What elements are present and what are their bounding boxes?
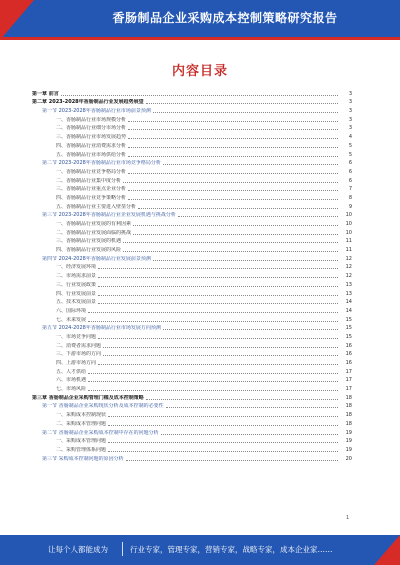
- toc-entry-label: 七、未来发展: [56, 316, 87, 323]
- toc-dot-leader: [128, 156, 338, 157]
- toc-entry-page: 11: [345, 238, 352, 245]
- toc-dot-leader: [88, 390, 338, 391]
- toc-dot-leader: [98, 338, 338, 339]
- toc-entry[interactable]: [32, 88, 352, 97]
- toc-entry-label: 二、香肠制品行业细分市场分析: [56, 125, 127, 132]
- toc-entry-label: 第二节 2023-2028年香肠制品行业市场竞争格局分析: [42, 160, 161, 167]
- toc-entry[interactable]: [32, 105, 352, 114]
- toc-entry[interactable]: [32, 210, 352, 219]
- toc-entry[interactable]: [32, 366, 352, 375]
- toc-entry-label: 二、采购成本管理问题: [56, 420, 107, 427]
- toc-entry-label: 四、上游市场方向: [56, 360, 97, 366]
- toc-dot-leader: [123, 182, 338, 183]
- toc-entry[interactable]: [32, 140, 352, 149]
- toc-entry-page: 15: [345, 325, 352, 332]
- toc-dot-leader: [98, 268, 338, 269]
- toc-entry-page: 18: [345, 403, 352, 410]
- toc-dot-leader: [146, 103, 338, 104]
- toc-entry-page: 18: [345, 394, 352, 401]
- toc-entry[interactable]: [32, 270, 352, 279]
- toc-entry-page: 3: [348, 99, 352, 106]
- toc-entry-label: 一、香肠制品行业市场规模分析: [56, 116, 127, 123]
- header-red-accent: [0, 0, 34, 40]
- toc-entry-label: 四、香肠制品行业竞争策略分析: [56, 194, 127, 201]
- toc-entry-page: 18: [345, 420, 352, 427]
- toc-dot-leader: [153, 260, 338, 261]
- footer-slogan-right: 行业专家，管理专家，营销专家，战略专家，成本企业家……: [130, 545, 333, 554]
- toc-entry[interactable]: [32, 383, 352, 392]
- toc-entry-label: 四、香肠制品行业发展的风险: [56, 247, 122, 254]
- toc-entry[interactable]: [32, 305, 352, 314]
- toc-entry-page: 16: [345, 351, 352, 358]
- toc-entry-page: 10: [345, 212, 352, 219]
- toc-entry-label: 二、采购管理体系问题: [56, 446, 107, 453]
- toc-entry[interactable]: [32, 201, 352, 210]
- toc-entry[interactable]: [32, 331, 352, 340]
- toc-entry[interactable]: [32, 97, 352, 106]
- toc-entry[interactable]: [32, 297, 352, 306]
- toc-entry-page: 17: [345, 377, 352, 384]
- toc-entry-page: 19: [345, 446, 352, 453]
- toc-dot-leader: [61, 95, 338, 96]
- toc-entry[interactable]: [32, 392, 352, 401]
- toc-entry-page: 3: [348, 116, 352, 123]
- toc-entry[interactable]: [32, 401, 352, 410]
- toc-entry-label: 二、香肠制品行业集中度分析: [56, 177, 122, 184]
- toc-entry[interactable]: [32, 244, 352, 253]
- toc-entry-page: 3: [348, 90, 352, 97]
- toc-dot-leader: [88, 381, 338, 382]
- toc-dot-leader: [138, 208, 338, 209]
- toc-entry[interactable]: [32, 427, 352, 436]
- toc-entry[interactable]: [32, 323, 352, 332]
- toc-entry[interactable]: [32, 375, 352, 384]
- footer-bar: [0, 535, 400, 565]
- toc-entry-label: 七、市场风险: [56, 386, 87, 393]
- toc-entry-label: 第一章 前言: [32, 90, 59, 97]
- toc-dot-leader: [133, 225, 338, 226]
- toc-dot-leader: [98, 277, 338, 278]
- toc-entry-page: 12: [345, 255, 352, 262]
- toc-entry-page: 19: [345, 438, 352, 445]
- toc-entry-label: 二、市场需求前景: [56, 273, 97, 280]
- toc-entry-page: 8: [348, 194, 352, 201]
- toc-entry-label: 第五节 2024-2028年香肠制品行业市场发展方向预测: [42, 325, 161, 332]
- toc-entry[interactable]: [32, 192, 352, 201]
- toc-dot-leader: [88, 312, 338, 313]
- toc-entry-page: 13: [345, 281, 352, 288]
- toc-entry-page: 18: [345, 412, 352, 419]
- toc-entry[interactable]: [32, 288, 352, 297]
- toc-dot-leader: [128, 199, 338, 200]
- toc-dot-leader: [98, 286, 338, 287]
- toc-entry[interactable]: [32, 436, 352, 445]
- toc-entry[interactable]: [32, 236, 352, 245]
- toc-entry-label: 第三章 香肠制品企业采购管理门槛及成本控制策略: [32, 394, 144, 401]
- toc-entry-page: 11: [345, 247, 352, 254]
- toc-dot-leader: [98, 295, 338, 296]
- toc-entry[interactable]: [32, 218, 352, 227]
- toc-entry-label: 一、采购成本控制现状: [56, 412, 107, 419]
- toc-entry[interactable]: [32, 262, 352, 271]
- toc-entry-label: 一、香肠制品行业竞争格局分析: [56, 168, 127, 175]
- report-title: 香肠制品企业采购成本控制策略研究报告: [112, 11, 338, 25]
- toc-entry-page: 5: [348, 151, 352, 158]
- toc-entry-label: 第三节 2023-2028年香肠制品行业企业发展机遇与挑战分析: [42, 212, 176, 219]
- toc-entry-page: 17: [345, 386, 352, 393]
- toc-entry-label: 三、下游市场的方向: [56, 351, 102, 358]
- toc-entry[interactable]: [32, 453, 352, 462]
- toc-dot-leader: [128, 190, 338, 191]
- toc-entry-page: 9: [348, 203, 352, 210]
- toc-dot-leader: [128, 121, 338, 122]
- header-bar: [0, 0, 400, 40]
- toc-dot-leader: [166, 407, 338, 408]
- toc-dot-leader: [88, 373, 338, 374]
- page-number: 1: [346, 515, 350, 521]
- toc-entry-page: 7: [348, 186, 352, 193]
- toc-entry-page: 13: [345, 290, 352, 297]
- toc-dot-leader: [123, 242, 338, 243]
- toc-entry[interactable]: [32, 114, 352, 123]
- toc-entry-label: 第三节 采购成本控制问题的原因分析: [42, 455, 124, 462]
- toc-dot-leader: [103, 355, 338, 356]
- toc-dot-leader: [98, 303, 338, 304]
- toc-entry-label: 三、香肠制品行业重点企业分析: [56, 186, 127, 193]
- toc-dot-leader: [128, 147, 338, 148]
- toc-entry-page: 15: [345, 333, 352, 340]
- footer-divider: [122, 542, 123, 556]
- toc-dot-leader: [88, 321, 338, 322]
- toc-heading: 内容目录: [171, 64, 228, 79]
- toc-entry-label: 一、香肠制品行业发展的有利因素: [56, 221, 132, 227]
- header-divider: [0, 37, 400, 40]
- toc-entry-label: 第二章 2023-2028年香肠制品行业发展趋势展望: [32, 99, 144, 106]
- toc-entry[interactable]: [32, 158, 352, 167]
- toc-entry-label: 一、经济发展环境: [56, 264, 97, 271]
- toc-dot-leader: [163, 329, 338, 330]
- toc-entry[interactable]: [32, 253, 352, 262]
- toc-entry-page: 10: [345, 221, 352, 227]
- toc-dot-leader: [126, 460, 338, 461]
- toc-dot-leader: [108, 442, 338, 443]
- toc-dot-leader: [153, 112, 338, 113]
- toc-entry-page: 6: [348, 160, 352, 167]
- toc-entry-page: 16: [345, 360, 352, 366]
- toc-entry-page: 6: [348, 177, 352, 184]
- toc-dot-leader: [108, 425, 338, 426]
- toc-entry[interactable]: [32, 184, 352, 193]
- toc-entry[interactable]: [32, 279, 352, 288]
- toc-entry-page: 3: [348, 108, 352, 115]
- toc-entry[interactable]: [32, 149, 352, 158]
- toc-entry-page: 3: [348, 125, 352, 132]
- toc-entry[interactable]: [32, 357, 352, 366]
- toc-entry[interactable]: [32, 314, 352, 323]
- toc-entry-page: 19: [345, 429, 352, 436]
- toc-entry-label: 六、市场机遇: [56, 377, 87, 384]
- toc-entry-page: 6: [348, 168, 352, 175]
- toc-entry-page: 12: [345, 264, 352, 271]
- toc-entry[interactable]: [32, 444, 352, 453]
- toc-dot-leader: [133, 234, 338, 235]
- toc-entry-label: 四、行业发展前景: [56, 290, 97, 297]
- toc-entry[interactable]: [32, 131, 352, 140]
- toc-entry-label: 三、香肠制品行业发展的机遇: [56, 238, 122, 245]
- toc-dot-leader: [128, 129, 338, 130]
- toc-dot-leader: [123, 251, 338, 252]
- toc-entry-label: 六、国际环境: [56, 307, 87, 314]
- toc-entry-page: 16: [345, 342, 352, 349]
- toc-entry-page: 15: [345, 316, 352, 323]
- toc-entry-page: 5: [348, 142, 352, 149]
- toc-entry-label: 二、香肠制品行业发展面临的挑战: [56, 229, 132, 236]
- toc-entry-page: 4: [348, 134, 352, 141]
- toc-entry-label: 一、市场竞争问题: [56, 333, 97, 340]
- toc-entry[interactable]: [32, 409, 352, 418]
- toc-dot-leader: [178, 216, 338, 217]
- table-of-contents: [32, 88, 352, 462]
- toc-entry-label: 第一节 2023-2028年香肠制品行业市场前景预测: [42, 108, 151, 115]
- toc-entry-page: 14: [345, 307, 352, 314]
- toc-entry-label: 第二节 香肠制品企业采购成本控制中存在的问题分析: [42, 429, 159, 436]
- footer-red-accent: [374, 535, 400, 565]
- toc-entry-label: 三、行业发展政策: [56, 281, 97, 288]
- toc-dot-leader: [128, 138, 338, 139]
- toc-entry-page: 20: [345, 455, 352, 462]
- toc-entry[interactable]: [32, 418, 352, 427]
- toc-entry-label: 四、香肠制品行业消费需求分析: [56, 142, 127, 149]
- toc-dot-leader: [108, 416, 338, 417]
- toc-dot-leader: [103, 347, 338, 348]
- toc-entry[interactable]: [32, 227, 352, 236]
- toc-entry-label: 五、技术发展前景: [56, 299, 97, 306]
- toc-entry[interactable]: [32, 166, 352, 175]
- toc-entry-label: 五、香肠制品行业市场供给分析: [56, 151, 127, 158]
- toc-entry-label: 一、采购成本管理问题: [56, 438, 107, 445]
- toc-dot-leader: [128, 173, 338, 174]
- toc-entry-page: 12: [345, 273, 352, 280]
- toc-entry-label: 第四节 2024-2028年香肠制品行业发展前景预测: [42, 255, 151, 262]
- toc-entry[interactable]: [32, 175, 352, 184]
- toc-dot-leader: [98, 364, 338, 365]
- toc-entry[interactable]: [32, 123, 352, 132]
- toc-entry-page: 14: [345, 299, 352, 306]
- toc-entry-page: 10: [345, 229, 352, 236]
- toc-entry-page: 17: [345, 368, 352, 375]
- toc-dot-leader: [146, 399, 338, 400]
- toc-dot-leader: [163, 164, 338, 165]
- toc-entry-label: 五、人才供给: [56, 368, 87, 375]
- toc-entry[interactable]: [32, 349, 352, 358]
- toc-dot-leader: [161, 434, 338, 435]
- toc-dot-leader: [108, 451, 338, 452]
- toc-entry-label: 三、香肠制品行业市场发展趋势: [56, 134, 127, 141]
- toc-entry[interactable]: [32, 340, 352, 349]
- toc-entry-label: 二、消费者需求问题: [56, 342, 102, 349]
- toc-entry-label: 第一节 香肠制品企业采购现状分析及成本控制的必要性: [42, 403, 164, 410]
- footer-slogan-left: 让每个人都能成为: [48, 545, 108, 554]
- toc-entry-label: 五、香肠制品行业主要进入壁垒分析: [56, 203, 137, 210]
